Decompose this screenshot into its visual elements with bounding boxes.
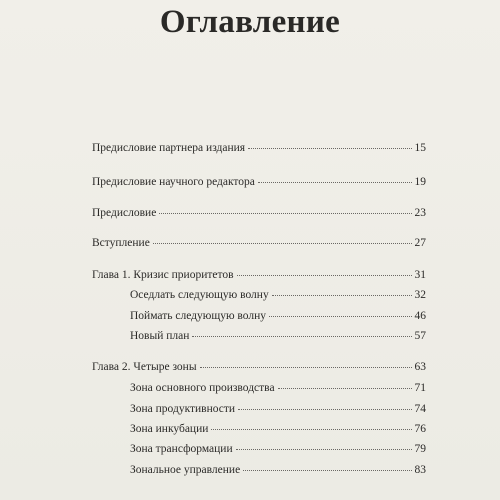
toc-subentry (130, 402, 426, 416)
toc-subentry (130, 442, 426, 456)
page-title: Оглавление (159, 4, 341, 40)
dot-leader (237, 275, 412, 276)
dot-leader (269, 316, 411, 317)
toc-entry-label: Предисловие научного редактора (92, 176, 255, 188)
toc-entry (92, 236, 426, 250)
toc-page-number: 74 (414, 403, 426, 415)
toc-subentry (130, 381, 426, 395)
dot-leader (236, 449, 412, 450)
toc-entry-label: Глава 1. Кризис приоритетов (92, 269, 234, 281)
toc-entry-label: Зона инкубации (130, 423, 209, 435)
toc-entry-label: Оседлать следующую волну (130, 289, 269, 301)
dot-leader (272, 295, 412, 296)
toc-entry-label: Предисловие (92, 207, 157, 219)
toc-page-number: 32 (414, 289, 426, 301)
toc-subentry (130, 422, 426, 436)
dot-leader (243, 470, 411, 471)
dot-leader (248, 148, 411, 149)
toc-page-number: 46 (414, 310, 426, 322)
toc-subentry (130, 309, 426, 323)
dot-leader (211, 429, 411, 430)
dot-leader (278, 388, 412, 389)
toc-page-number: 57 (414, 330, 426, 342)
toc-page-number: 31 (414, 269, 426, 281)
dot-leader (258, 182, 412, 183)
toc-entry-label: Поймать следующую волну (130, 310, 267, 322)
toc-page-number: 27 (414, 237, 426, 249)
dot-leader (200, 367, 412, 368)
toc-entry-label: Зональное управление (130, 464, 241, 476)
toc-subentry (130, 329, 426, 343)
toc-entry-label: Вступление (92, 237, 150, 249)
toc-chapter-entry (92, 268, 426, 282)
dot-leader (192, 336, 411, 337)
toc-page-number: 71 (414, 382, 426, 394)
toc-entry-label: Зона продуктивности (130, 403, 236, 415)
toc-page-number: 23 (414, 207, 426, 219)
toc-subentry (130, 288, 426, 302)
toc-entry-label: Зона основного производства (130, 382, 275, 394)
toc-entry (92, 206, 426, 220)
dot-leader (153, 243, 412, 244)
dot-leader (238, 409, 411, 410)
toc-chapter-entry (92, 360, 426, 374)
toc-subentry (130, 463, 426, 477)
toc-page-number: 63 (414, 361, 426, 373)
dot-leader (159, 213, 411, 214)
toc-page-number: 79 (414, 443, 426, 455)
toc-page-number: 83 (414, 464, 426, 476)
toc-entry-label: Глава 2. Четыре зоны (92, 361, 197, 373)
toc-entry (92, 141, 426, 155)
toc-entry (92, 175, 426, 189)
toc-entry-label: Предисловие партнера издания (92, 142, 246, 154)
toc-page-number: 19 (414, 176, 426, 188)
toc-entry-label: Зона трансформации (130, 443, 233, 455)
toc-entry-label: Новый план (130, 330, 190, 342)
toc-page-number: 15 (414, 142, 426, 154)
toc-page-number: 76 (414, 423, 426, 435)
